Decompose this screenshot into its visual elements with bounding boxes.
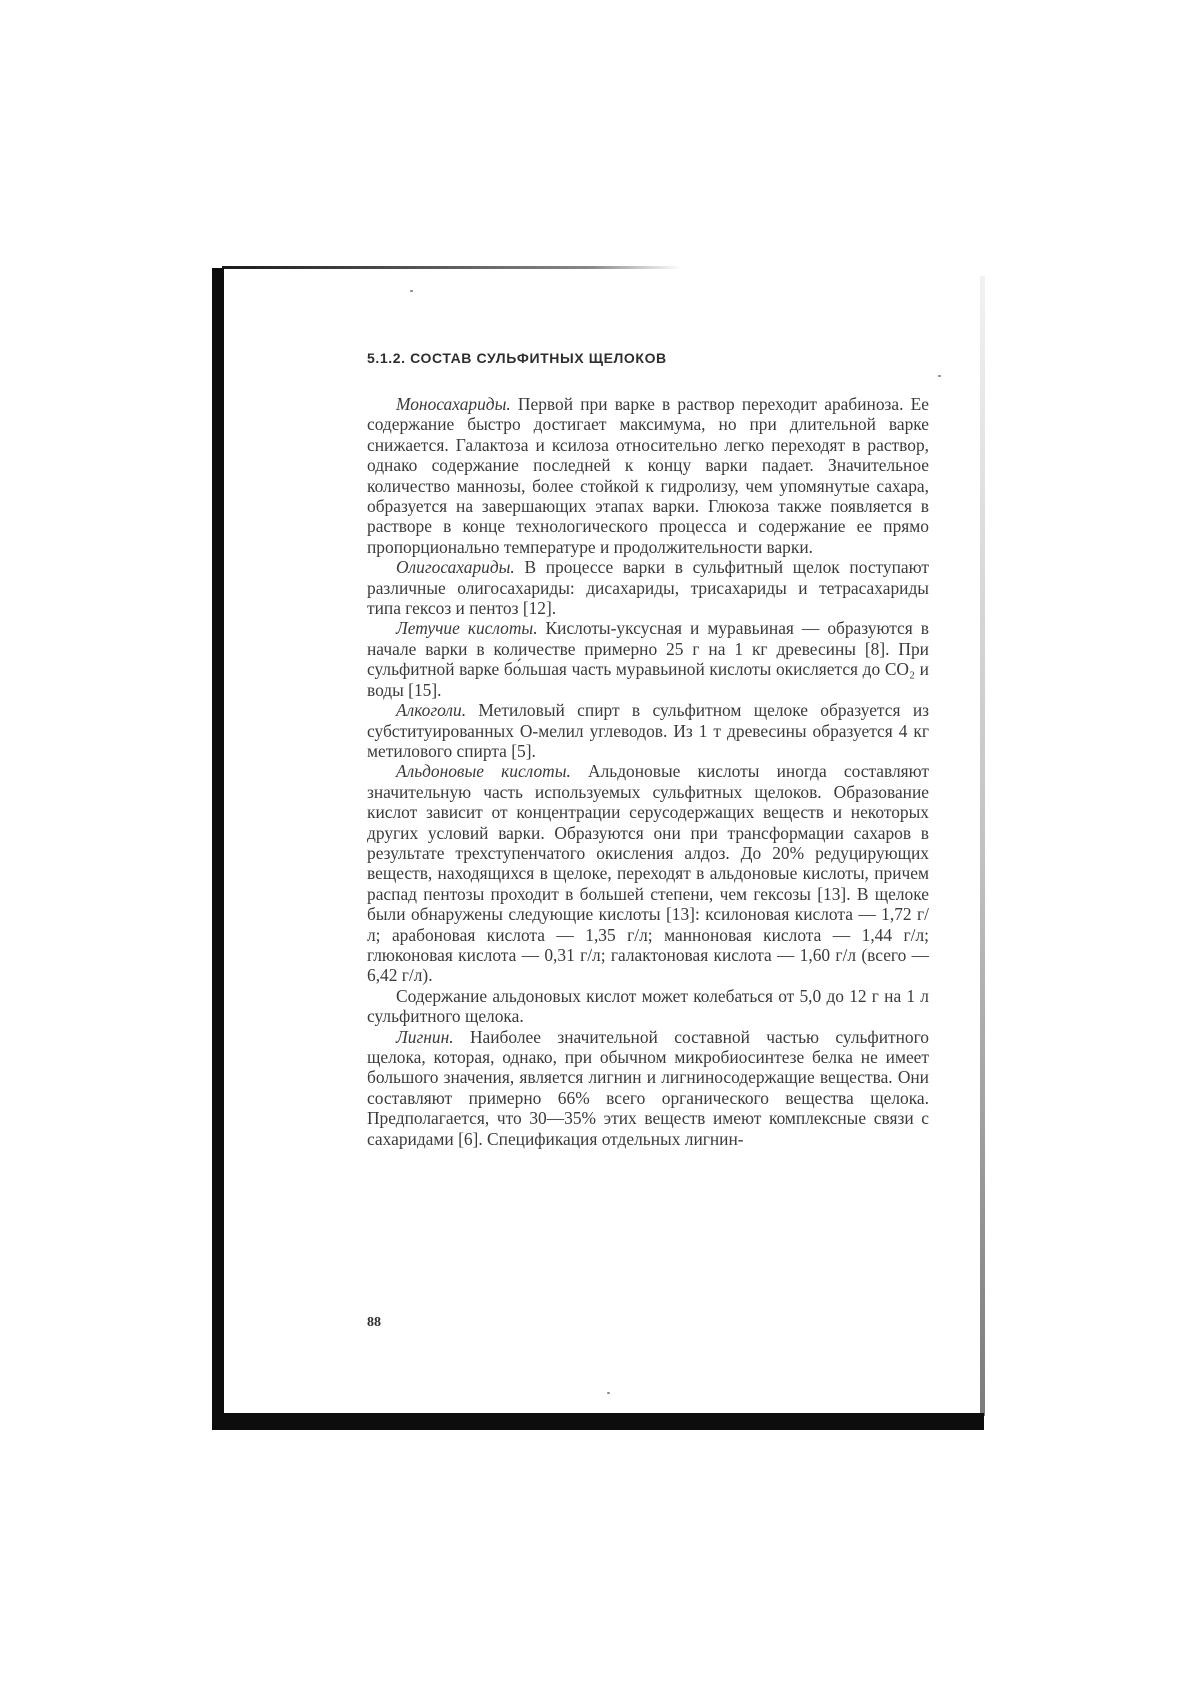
paragraph-volatile-acids (367, 618, 929, 700)
paragraph-monosaccharides (367, 394, 929, 557)
page-number: 88 (367, 1315, 381, 1330)
paragraph-body: Первой при варке в раствор переходит арабиноза. Ее содержание быстро достигает максимума, но при длительной варке снижается. Галактоза и ксилоза относительно легко переходят в раствор, однако содержание последней к концу варки падает. Значительное количество маннозы, более стойкой к гидролизу, чем упомянутые сахара, образуется на завершающих этапах варки. Глюкоза также появляется в растворе в конце технологического процесса и содержание ее прямо пропорционально температуре и продолжительности варки. (367, 394, 929, 557)
paragraph-term: Алкоголи. (396, 700, 467, 721)
paragraph-body: В процессе варки в сульфитный щелок поступают различные олигосахариды: дисахариды, трисахариды и тетрасахариды типа гексоз и пентоз [12]. (367, 557, 929, 619)
paragraph-lignin (367, 1027, 929, 1149)
section-heading: 5.1.2. СОСТАВ СУЛЬФИТНЫХ ЩЕЛОКОВ (367, 350, 667, 366)
paragraph-body: Кислоты-уксусная и муравьиная — образуются в начале варки в количестве примерно 25 г на 1 кг древесины [8]. При сульфитной варке бо́льшая часть муравьиной кислоты окисляется до CO₂ и воды [15]. (367, 618, 929, 700)
paragraph-term: Альдоновые кислоты. (396, 761, 571, 782)
paragraph-aldonic-content (367, 986, 929, 1027)
paragraph-body: Наиболее значительной составной частью сульфитного щелока, которая, однако, при обычном микробиосинтезе белка не имеет большого значения, является лигнин и лигниносодержащие вещества. Они составляют примерно 66% всего органического вещества щелока. Предполагается, что 30—35% этих веществ имеют комплексные связи с сахаридами [6]. Спецификация отдельных лигнин- (367, 1026, 929, 1149)
scan-edge-left (212, 268, 224, 1430)
scan-edge-bottom (212, 1413, 984, 1430)
paragraph-body: Содержание альдоновых кислот может колебаться от 5,0 до 12 г на 1 л сульфитного щелока. (367, 985, 929, 1027)
document-page (367, 350, 929, 1149)
scan-speck (410, 290, 413, 292)
scan-speck (607, 1392, 610, 1394)
paragraph-oligosaccharides (367, 557, 929, 618)
paragraph-term: Лигнин. (396, 1026, 454, 1047)
paragraph-body: Метиловый спирт в сульфитном щелоке образуется из субституированных О-мелил углеводов. Из 1 т древесины образуется 4 кг метилового спирта [5]. (367, 700, 929, 761)
paragraph-term: Летучие кислоты. (396, 618, 538, 639)
paragraph-aldonic-acids (367, 761, 929, 985)
paragraph-term: Моносахариды. (396, 394, 511, 414)
paragraph-alcohols (367, 700, 929, 761)
scan-speck (938, 375, 941, 377)
scan-edge-right (980, 276, 985, 1416)
scan-edge-top (222, 266, 682, 269)
paragraph-term: Олигосахариды. (396, 557, 515, 578)
paragraph-body: Альдоновые кислоты иногда составляют значительную часть используемых сульфитных щелоков. Образование кислот зависит от концентрации серусодержащих веществ и некоторых других условий варки. Образуются они при трансформации сахаров в результате трехступенчатого окисления алдоз. До 20% редуцирующих веществ, находящихся в щелоке, переходят в альдоновые кислоты, причем распад пентозы проходит в большей степени, чем гексозы [13]. В щелоке были обнаружены следующие кислоты [13]: ксилоновая кислота — 1,72 г/л; арабоновая кислота — 1,35 г/л; манноновая кислота — 1,44 г/л; глюконовая кислота — 0,31 г/л; галактоновая кислота — 1,60 г/л (всего — 6,42 г/л). (367, 761, 929, 986)
